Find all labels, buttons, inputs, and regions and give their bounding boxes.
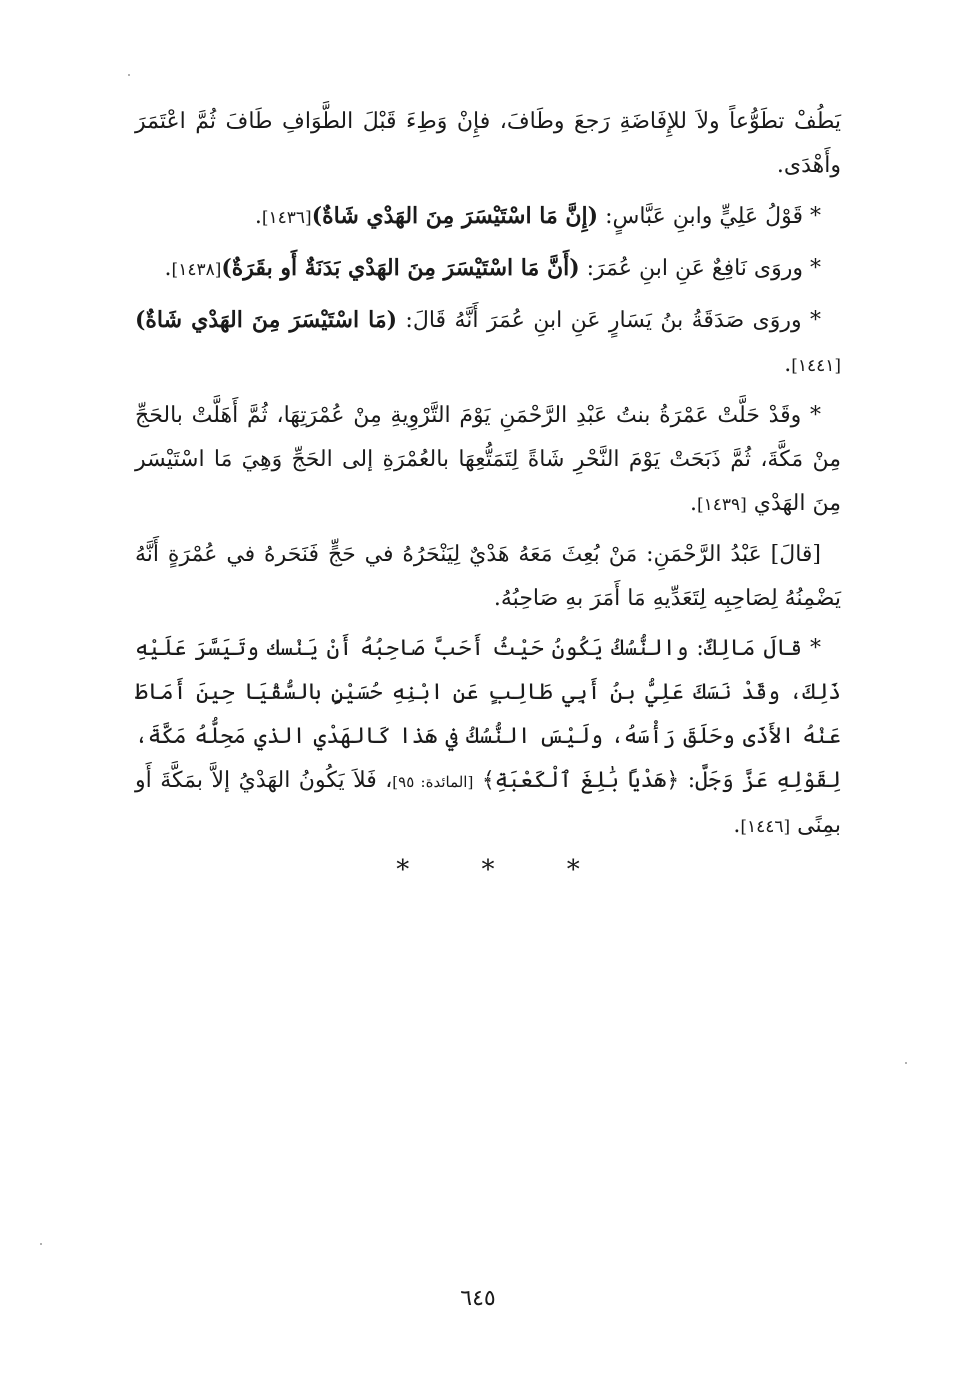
quoted-statement: (مَا اسْتَيْسَرَ مِنَ الهَدْي شَاةٌ) (135, 307, 398, 333)
reference-number: [١٤٣٦] (261, 208, 312, 228)
text-run: . (164, 256, 172, 281)
text-run: يَطُفْ تطَوُّعاً ولاَ للإِفَاضَةِ رَجعَ وطَافَ، فإِنْ وَطِءَ قَبْلَ الطَّوَافِ طَافَ ثُمَّ اعْتَمَرَ وأَهْدَى. (135, 109, 841, 178)
text-run (473, 768, 481, 793)
reference-number: [١٤٤١] (791, 356, 841, 376)
text-run: * قَوْلُ عَلِيٍّ وابنِ عَبَّاسٍ: (598, 204, 821, 229)
text-run: ، فَلاَ يَكُونُ الهَدْيُ إلاَّ بمَكَّةَ أَو بمِنًى (135, 768, 841, 838)
verse-citation: [المائدة: ٩٥] (392, 773, 474, 791)
paragraph (135, 194, 841, 240)
paragraph (135, 533, 841, 621)
paragraph (135, 298, 841, 388)
text-run: * قالَ مَالِكٌ: والنُّسُكُ يَكُونُ حَيْثُ أَحَبَّ صَاحِبُهُ أَنْ يَنْسك وتَيَسَّرَ عَلَيْهِ ذَلِكَ، وقَدْ نَسَكَ عَلِيُّ بنُ أَبِي طَالِبٍ عَنِ ابْنِهِ حُسَيْنٍ بالسُّقْيَا حِينَ أَمَاطَ عَنْهُ الأَذَى وحَلَقَ رَأْسَهُ، ولَيْسَ النُّسُكُ في هَذا كَالهَدْي الذي مَحِلُّهُ مَكَّةَ، لِقَوْلِهِ عَزَّ وَجَلَّ: (135, 636, 841, 793)
text-run: * وروَى نَافِعٌ عَنِ ابنِ عُمَرَ: (579, 256, 821, 281)
text-run: . (784, 352, 792, 377)
section-separator: * * * (396, 855, 612, 885)
page-number: ٦٤٥ (460, 1286, 496, 1311)
reference-number: [١٤٤٦] (740, 817, 791, 837)
scan-speck (905, 1062, 907, 1064)
text-run: . (733, 813, 741, 838)
paragraph (135, 100, 841, 188)
text-run: . (254, 204, 262, 229)
scan-speck (128, 74, 130, 76)
reference-number: [١٤٣٩] (696, 495, 747, 515)
paragraph (135, 246, 841, 292)
text-run: * وقَدْ حَلَّتْ عَمْرَةُ بنتُ عَبْدِ الرَّحْمَنِ يَوْمَ التَّرْوِيةِ مِنْ عُمْرَتِهَا، ثُمَّ أَهَلَّتْ بالحَجِّ مِنْ مَكَّةَ، ثُمَّ ذَبَحَتْ يَوْمَ النَّحْرِ شَاةً لِتَمَتُّعِهَا بالعُمْرَةِ إلى الحَجِّ وَهِيَ مَا اسْتَيْسَر مِنَ الهَدْي (135, 403, 841, 516)
text-run: . (689, 491, 697, 516)
quoted-statement: (إِنَّ مَا اسْتَيْسَرَ مِنَ الهَدْي شَاةٌ) (311, 203, 599, 229)
paragraph-list (135, 100, 841, 849)
paragraph (135, 394, 841, 527)
reference-number: [١٤٣٨] (171, 260, 222, 280)
text-run: [قالَ] عَبْدُ الرَّحْمَنِ: مَنْ بُعِثَ مَعَهُ هَدْيٌ لِيَنْحَرُهُ في حَجٍّ فَنَحَرهُ في عُمْرَةٍ أَنَّهُ يَضْمِنُهُ لِصَاحِبِه لِتَعَدِّيهِ مَا أَمَرَ بهِ صَاحِبُهُ. (135, 542, 841, 611)
quran-verse: ﴿هَدْيًا بَٰلِغَ ٱلْكَعْبَةِ﴾ (481, 768, 680, 793)
quoted-statement: (أَنَّ مَا اسْتَيْسَرَ مِنَ الهَدْي بَدَنَةٌ أَو بقَرَةٌ) (221, 255, 580, 281)
paragraph (135, 627, 841, 849)
main-text (135, 100, 841, 885)
text-run: * وروَى صَدَقَةُ بنُ يَسَارٍ عَنِ ابنِ عُمَرَ أَنَّهُ قَالَ: (397, 308, 822, 333)
scan-speck (40, 1243, 42, 1245)
